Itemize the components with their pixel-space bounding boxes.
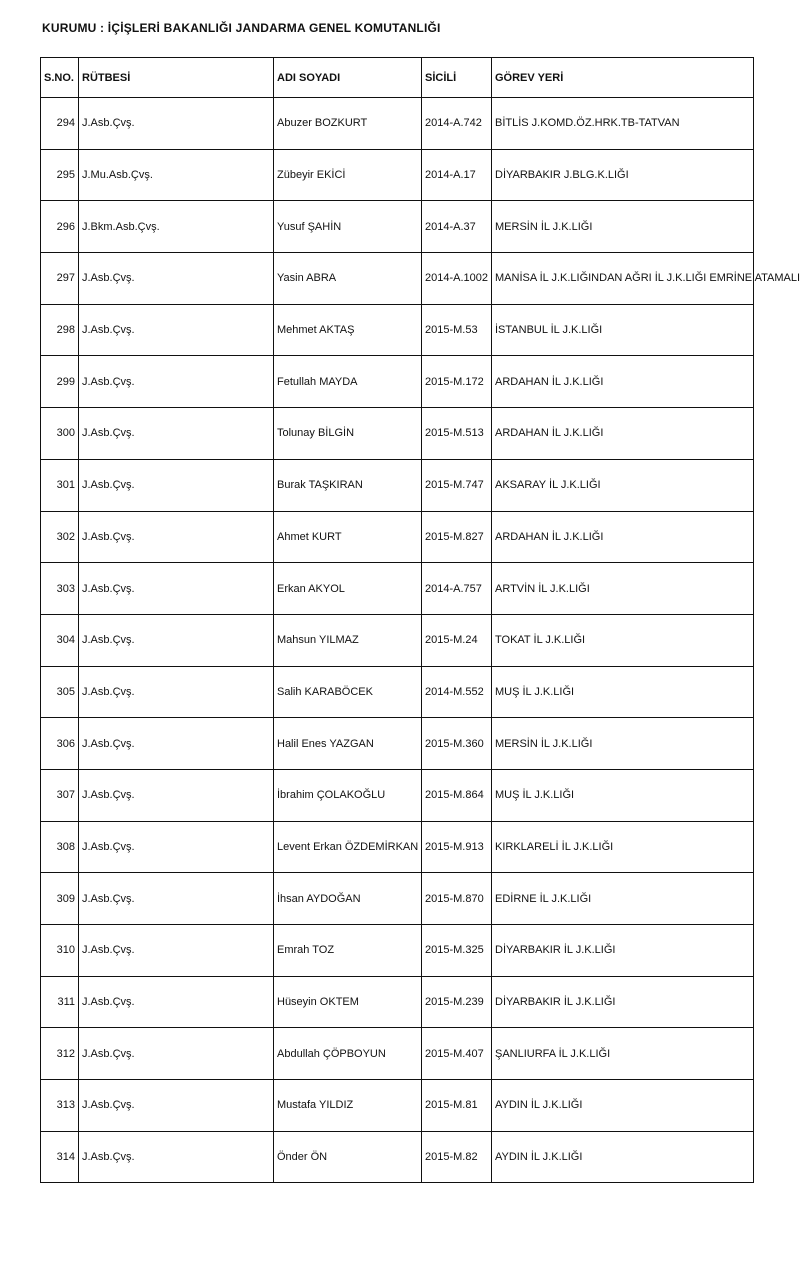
cell-sicil: 2015-M.864 xyxy=(422,769,492,821)
cell-gorev-yeri: AYDIN İL J.K.LIĞI xyxy=(492,1080,754,1132)
cell-ad-soyad: Mahsun YILMAZ xyxy=(274,614,422,666)
cell-gorev-yeri: AKSARAY İL J.K.LIĞI xyxy=(492,459,754,511)
cell-sicil: 2015-M.172 xyxy=(422,356,492,408)
cell-sno: 303 xyxy=(41,563,79,615)
cell-ad-soyad: İbrahim ÇOLAKOĞLU xyxy=(274,769,422,821)
table-row xyxy=(41,873,754,925)
cell-sicil: 2015-M.913 xyxy=(422,821,492,873)
cell-sicil: 2015-M.513 xyxy=(422,408,492,460)
cell-ad-soyad: Mustafa YILDIZ xyxy=(274,1080,422,1132)
cell-sno: 295 xyxy=(41,149,79,201)
cell-gorev-yeri: EDİRNE İL J.K.LIĞI xyxy=(492,873,754,925)
cell-rutbe: J.Asb.Çvş. xyxy=(79,356,274,408)
cell-gorev-yeri: DİYARBAKIR İL J.K.LIĞI xyxy=(492,976,754,1028)
cell-sno: 294 xyxy=(41,98,79,150)
cell-ad-soyad: Erkan AKYOL xyxy=(274,563,422,615)
cell-ad-soyad: İhsan AYDOĞAN xyxy=(274,873,422,925)
cell-ad-soyad: Tolunay BİLGİN xyxy=(274,408,422,460)
cell-sicil: 2014-A.742 xyxy=(422,98,492,150)
cell-sicil: 2015-M.870 xyxy=(422,873,492,925)
cell-gorev-yeri: ARDAHAN İL J.K.LIĞI xyxy=(492,511,754,563)
cell-gorev-yeri: MERSİN İL J.K.LIĞI xyxy=(492,201,754,253)
cell-ad-soyad: Yasin ABRA xyxy=(274,253,422,305)
column-header-rutbe: RÜTBESİ xyxy=(79,58,274,98)
cell-rutbe: J.Asb.Çvş. xyxy=(79,821,274,873)
cell-sicil: 2014-A.757 xyxy=(422,563,492,615)
cell-gorev-yeri: DİYARBAKIR J.BLG.K.LIĞI xyxy=(492,149,754,201)
cell-gorev-yeri: DİYARBAKIR İL J.K.LIĞI xyxy=(492,925,754,977)
cell-rutbe: J.Asb.Çvş. xyxy=(79,511,274,563)
cell-rutbe: J.Asb.Çvş. xyxy=(79,98,274,150)
table-row xyxy=(41,511,754,563)
cell-sicil: 2015-M.81 xyxy=(422,1080,492,1132)
cell-rutbe: J.Asb.Çvş. xyxy=(79,925,274,977)
cell-gorev-yeri: ARDAHAN İL J.K.LIĞI xyxy=(492,408,754,460)
table-row xyxy=(41,666,754,718)
cell-gorev-yeri: BİTLİS J.KOMD.ÖZ.HRK.TB-TATVAN xyxy=(492,98,754,150)
cell-gorev-yeri: MANİSA İL J.K.LIĞINDAN AĞRI İL J.K.LIĞI EMRİNE ATAMALI xyxy=(492,253,754,305)
cell-rutbe: J.Asb.Çvş. xyxy=(79,769,274,821)
cell-gorev-yeri: MUŞ İL J.K.LIĞI xyxy=(492,769,754,821)
cell-rutbe: J.Asb.Çvş. xyxy=(79,253,274,305)
cell-sicil: 2014-A.1002 xyxy=(422,253,492,305)
cell-sno: 311 xyxy=(41,976,79,1028)
cell-rutbe: J.Asb.Çvş. xyxy=(79,718,274,770)
table-row xyxy=(41,201,754,253)
cell-sno: 314 xyxy=(41,1131,79,1183)
table-row xyxy=(41,356,754,408)
cell-ad-soyad: Burak TAŞKIRAN xyxy=(274,459,422,511)
cell-rutbe: J.Asb.Çvş. xyxy=(79,666,274,718)
table-row xyxy=(41,821,754,873)
table-header-row xyxy=(41,58,754,98)
cell-ad-soyad: Abuzer BOZKURT xyxy=(274,98,422,150)
cell-sno: 301 xyxy=(41,459,79,511)
cell-sicil: 2015-M.360 xyxy=(422,718,492,770)
cell-rutbe: J.Mu.Asb.Çvş. xyxy=(79,149,274,201)
cell-gorev-yeri: ARTVİN İL J.K.LIĞI xyxy=(492,563,754,615)
cell-sicil: 2014-A.17 xyxy=(422,149,492,201)
cell-gorev-yeri: MERSİN İL J.K.LIĞI xyxy=(492,718,754,770)
column-header-sicil: SİCİLİ xyxy=(422,58,492,98)
column-header-ad-soyad: ADI SOYADI xyxy=(274,58,422,98)
table-row xyxy=(41,253,754,305)
cell-sno: 305 xyxy=(41,666,79,718)
cell-sicil: 2015-M.24 xyxy=(422,614,492,666)
cell-sicil: 2015-M.239 xyxy=(422,976,492,1028)
personnel-table xyxy=(40,57,800,1183)
cell-ad-soyad: Abdullah ÇÖPBOYUN xyxy=(274,1028,422,1080)
column-header-sno: S.NO. xyxy=(41,58,79,98)
table-row xyxy=(41,408,754,460)
cell-sicil: 2015-M.407 xyxy=(422,1028,492,1080)
cell-ad-soyad: Salih KARABÖCEK xyxy=(274,666,422,718)
cell-gorev-yeri: TOKAT İL J.K.LIĞI xyxy=(492,614,754,666)
cell-ad-soyad: Hüseyin OKTEM xyxy=(274,976,422,1028)
cell-sicil: 2015-M.325 xyxy=(422,925,492,977)
cell-gorev-yeri: KIRKLARELİ İL J.K.LIĞI xyxy=(492,821,754,873)
cell-ad-soyad: Önder ÖN xyxy=(274,1131,422,1183)
cell-rutbe: J.Asb.Çvş. xyxy=(79,1080,274,1132)
table-row xyxy=(41,976,754,1028)
table-row xyxy=(41,718,754,770)
table-row xyxy=(41,1080,754,1132)
cell-ad-soyad: Mehmet AKTAŞ xyxy=(274,304,422,356)
cell-rutbe: J.Asb.Çvş. xyxy=(79,873,274,925)
cell-ad-soyad: Emrah TOZ xyxy=(274,925,422,977)
cell-ad-soyad: Halil Enes YAZGAN xyxy=(274,718,422,770)
cell-sno: 309 xyxy=(41,873,79,925)
cell-sno: 302 xyxy=(41,511,79,563)
page-title: KURUMU : İÇİŞLERİ BAKANLIĞI JANDARMA GENEL KOMUTANLIĞI xyxy=(42,21,441,35)
cell-gorev-yeri: İSTANBUL İL J.K.LIĞI xyxy=(492,304,754,356)
cell-gorev-yeri: AYDIN İL J.K.LIĞI xyxy=(492,1131,754,1183)
table-row xyxy=(41,304,754,356)
cell-ad-soyad: Fetullah MAYDA xyxy=(274,356,422,408)
cell-sicil: 2015-M.82 xyxy=(422,1131,492,1183)
cell-sicil: 2014-M.552 xyxy=(422,666,492,718)
cell-gorev-yeri: ARDAHAN İL J.K.LIĞI xyxy=(492,356,754,408)
cell-rutbe: J.Asb.Çvş. xyxy=(79,408,274,460)
cell-rutbe: J.Asb.Çvş. xyxy=(79,614,274,666)
table-body xyxy=(41,98,800,1183)
table-row xyxy=(41,1131,754,1183)
table-row xyxy=(41,98,754,150)
cell-sno: 312 xyxy=(41,1028,79,1080)
table-row xyxy=(41,149,754,201)
cell-ad-soyad: Ahmet KURT xyxy=(274,511,422,563)
cell-sno: 300 xyxy=(41,408,79,460)
table-row xyxy=(41,459,754,511)
cell-sno: 298 xyxy=(41,304,79,356)
cell-rutbe: J.Bkm.Asb.Çvş. xyxy=(79,201,274,253)
cell-gorev-yeri: MUŞ İL J.K.LIĞI xyxy=(492,666,754,718)
cell-sicil: 2015-M.747 xyxy=(422,459,492,511)
cell-rutbe: J.Asb.Çvş. xyxy=(79,459,274,511)
cell-ad-soyad: Levent Erkan ÖZDEMİRKAN xyxy=(274,821,422,873)
cell-sno: 307 xyxy=(41,769,79,821)
cell-sno: 308 xyxy=(41,821,79,873)
table-row xyxy=(41,563,754,615)
table-row xyxy=(41,769,754,821)
cell-sno: 306 xyxy=(41,718,79,770)
cell-sno: 296 xyxy=(41,201,79,253)
cell-sicil: 2015-M.53 xyxy=(422,304,492,356)
table-row xyxy=(41,614,754,666)
cell-ad-soyad: Yusuf ŞAHİN xyxy=(274,201,422,253)
cell-rutbe: J.Asb.Çvş. xyxy=(79,304,274,356)
cell-sno: 297 xyxy=(41,253,79,305)
cell-ad-soyad: Zübeyir EKİCİ xyxy=(274,149,422,201)
table-row xyxy=(41,1028,754,1080)
cell-rutbe: J.Asb.Çvş. xyxy=(79,976,274,1028)
cell-gorev-yeri: ŞANLIURFA İL J.K.LIĞI xyxy=(492,1028,754,1080)
cell-sno: 304 xyxy=(41,614,79,666)
cell-rutbe: J.Asb.Çvş. xyxy=(79,1028,274,1080)
cell-sno: 310 xyxy=(41,925,79,977)
cell-rutbe: J.Asb.Çvş. xyxy=(79,563,274,615)
cell-rutbe: J.Asb.Çvş. xyxy=(79,1131,274,1183)
cell-sicil: 2014-A.37 xyxy=(422,201,492,253)
cell-sicil: 2015-M.827 xyxy=(422,511,492,563)
cell-sno: 313 xyxy=(41,1080,79,1132)
table-row xyxy=(41,925,754,977)
cell-sno: 299 xyxy=(41,356,79,408)
column-header-gorev-yeri: GÖREV YERİ xyxy=(492,58,754,98)
